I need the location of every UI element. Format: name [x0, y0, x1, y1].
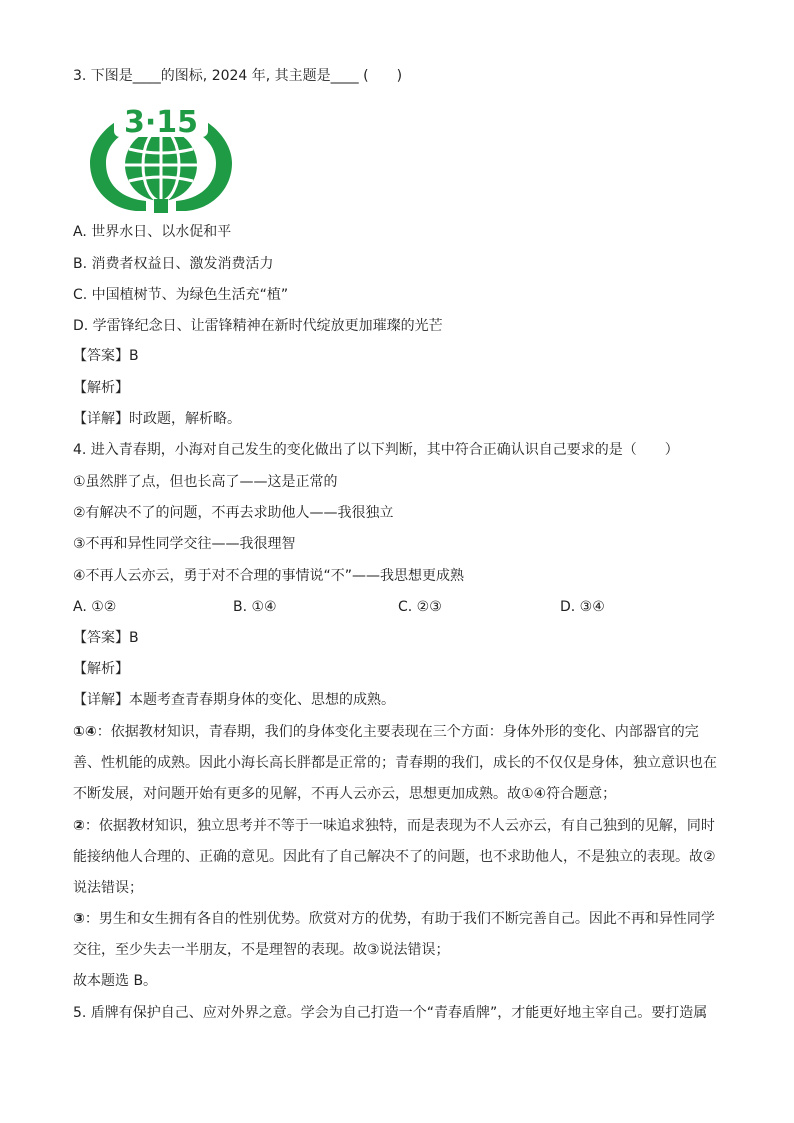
q4-answer: 【答案】B — [73, 630, 139, 646]
q4-item-4: ④不再人云亦云，勇于对不合理的事情说“不”——我思想更成熟 — [73, 568, 465, 584]
q4-stem: 4. 进入青春期，小海对自己发生的变化做出了以下判断，其中符合正确认识自己要求的是（ ） — [73, 442, 679, 458]
q4-option-b: B. ①④ — [233, 599, 277, 615]
q4-conclusion: 故本题选 B。 — [73, 973, 158, 989]
q3-option-d: D. 学雷锋纪念日、让雷锋精神在新时代绽放更加璀璨的光芒 — [73, 318, 443, 334]
q4-para1-line1: ①④：依据教材知识，青春期，我们的身体变化主要表现在三个方面：身体外形的变化、内部器官的完 — [73, 724, 699, 740]
q4-para2-line2: 能接纳他人合理的、正确的意见。因此有了自己解决不了的问题，也不求助他人，不是独立的表现。故② — [73, 849, 716, 865]
q4-option-c: C. ②③ — [398, 599, 442, 615]
q4-item-1: ①虽然胖了点，但也长高了——这是正常的 — [73, 474, 338, 490]
q4-analysis: 【解析】 — [73, 661, 129, 677]
q3-option-a: A. 世界水日、以水促和平 — [73, 224, 232, 240]
q4-para1-line2: 善、性机能的成熟。因此小海长高长胖都是正常的；青春期的我们，成长的不仅仅是身体，独立意识也在 — [73, 755, 717, 771]
q4-option-d: D. ③④ — [560, 599, 605, 615]
q3-option-c: C. 中国植树节、为绿色生活充“植” — [73, 287, 289, 303]
q4-para2-label: ② — [73, 818, 85, 834]
q3-option-b: B. 消费者权益日、激发消费活力 — [73, 256, 274, 272]
q4-item-2: ②有解决不了的问题，不再去求助他人——我很独立 — [73, 505, 394, 521]
q3-detail: 【详解】时政题，解析略。 — [73, 411, 241, 427]
consumer-rights-logo — [86, 101, 236, 213]
svg-text:3·15: 3·15 — [123, 105, 199, 140]
q4-para3-line1: ③：男生和女生拥有各自的性别优势。欣赏对方的优势，有助于我们不断完善自己。因此不再和异性同学 — [73, 911, 715, 927]
q3-answer: 【答案】B — [73, 348, 139, 364]
q4-para2-line3: 说法错误； — [73, 880, 143, 896]
q4-para3-label: ③ — [73, 911, 85, 927]
q4-para1-line3: 不断发展，对问题开始有更多的见解，不再人云亦云，思想更加成熟。故①④符合题意； — [73, 786, 617, 802]
q4-para3-line2: 交往，至少失去一半朋友，不是理智的表现。故③说法错误； — [73, 942, 450, 958]
q3-stem: 3. 下图是____的图标, 2024 年, 其主题是____ ( ) — [73, 68, 403, 84]
q4-para1-label: ①④ — [73, 724, 97, 740]
q5-stem: 5. 盾牌有保护自己、应对外界之意。学会为自己打造一个“青春盾牌”，才能更好地主宰自己。要打造属 — [73, 1005, 708, 1021]
q3-analysis: 【解析】 — [73, 380, 129, 396]
q4-detail: 【详解】本题考查青春期身体的变化、思想的成熟。 — [73, 692, 395, 708]
q4-option-a: A. ①② — [73, 599, 117, 615]
q4-para2-line1: ②：依据教材知识，独立思考并不等于一味追求独特，而是表现为不人云亦云，有自己独到的见解，同时 — [73, 818, 715, 834]
q4-item-3: ③不再和异性同学交往——我很理智 — [73, 536, 296, 552]
